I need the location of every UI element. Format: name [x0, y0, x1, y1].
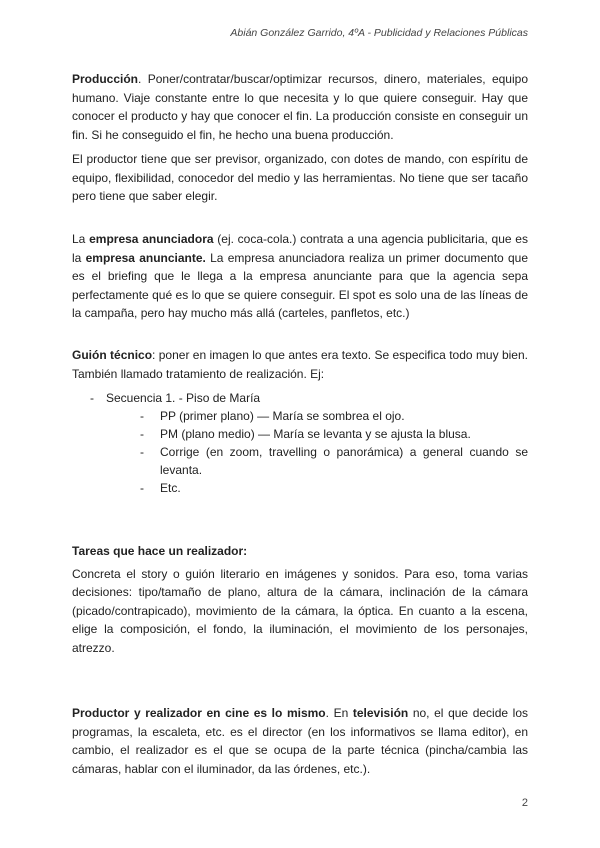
empresa-anunciante-term: empresa anunciante. — [85, 250, 206, 265]
empresa-paragraph — [72, 230, 528, 323]
page-header: Abián González Garrido, 4ºA - Publicidad y Relaciones Públicas — [230, 27, 528, 39]
produccion-text: . Poner/contratar/buscar/optimizar recursos, dinero, materiales, equipo humano. Viaje constante entre lo que necesita y lo que quiere conseguir. Hay que conocer el producto y hay que conocer el fin. La producción consiste en conseguir un fin. Si he conseguido el fin, he hecho una buena producción. — [72, 72, 528, 142]
section-guion — [72, 346, 528, 497]
secuencia-label: Secuencia 1. - Piso de María — [106, 391, 261, 405]
list-item — [72, 389, 528, 497]
guion-list — [72, 389, 528, 497]
produccion-paragraph — [72, 70, 528, 144]
section-empresa — [72, 230, 528, 329]
section-tareas — [72, 542, 528, 663]
pr-text-2: no, el que decide los programas, la escaleta, etc. es el director (en los informativos se llama editor), en cambio, el realizador es el que se ocupa de la parte técnica (pincha/cambia las cámaras, hablar con el iluminador, da las órdenes, etc.). — [72, 706, 528, 776]
empresa-text-1: La — [72, 232, 90, 246]
guion-text: : poner en imagen lo que antes era texto. Se especifica todo muy bien. También llamado tratamiento de realización. Ej: — [72, 348, 528, 381]
section-productor-realizador — [72, 704, 528, 784]
guion-term: Guión técnico — [72, 348, 153, 362]
produccion-term: Producción — [72, 72, 139, 86]
list-item: - Corrige (en zoom, travelling o panorámica) a general cuando se levanta. — [106, 443, 528, 479]
pr-text-1: . En — [325, 706, 353, 720]
productor-realizador-paragraph — [72, 704, 528, 778]
guion-paragraph — [72, 346, 528, 383]
list-item: - Etc. — [106, 479, 528, 497]
productor-paragraph: El productor tiene que ser previsor, organizado, con dotes de mando, con espíritu de equipo, flexibilidad, conocedor del medio y las herramientas. No tiene que ser tacaño pero tiene que saber elegir. — [72, 152, 528, 203]
list-item: - PM (plano medio) — María se levanta y se ajusta la blusa. — [106, 425, 528, 443]
tareas-heading-text: Tareas que hace un realizador: — [72, 544, 248, 558]
empresa-anunciadora-term: empresa anunciadora — [89, 232, 214, 246]
page-number: 2 — [521, 797, 528, 809]
empresa-text-2: (ej. coca-cola.) contrata a una agencia publicitaria, que es la — [72, 232, 528, 265]
cine-term: Productor y realizador en cine es lo mismo — [72, 706, 326, 720]
tareas-paragraph: Concreta el story o guión literario en imágenes y sonidos. Para eso, toma varias decisiones: tipo/tamaño de plano, altura de la cámara, inclinación de la cámara (picado/contrapicado), movimiento de la cámara, la óptica. En cuanto a la escena, elige la composición, el fondo, la iluminación, el movimiento de los personajes, atrezzo. — [72, 566, 528, 655]
guion-sublist — [106, 407, 528, 497]
section-produccion — [72, 70, 528, 212]
television-term: televisión — [352, 706, 409, 720]
list-item: - PP (primer plano) — María se sombrea el ojo. — [106, 407, 528, 425]
tareas-heading — [72, 542, 528, 561]
empresa-text-3: La empresa anunciadora realiza un primer documento que es el briefing que le llega a la empresa anunciante para que la agencia sepa perfectamente qué es lo que se quiere conseguir. El spot es solo una de las líneas de la campaña, pero hay mucho más allá (carteles, panfletos, etc.) — [72, 250, 528, 320]
